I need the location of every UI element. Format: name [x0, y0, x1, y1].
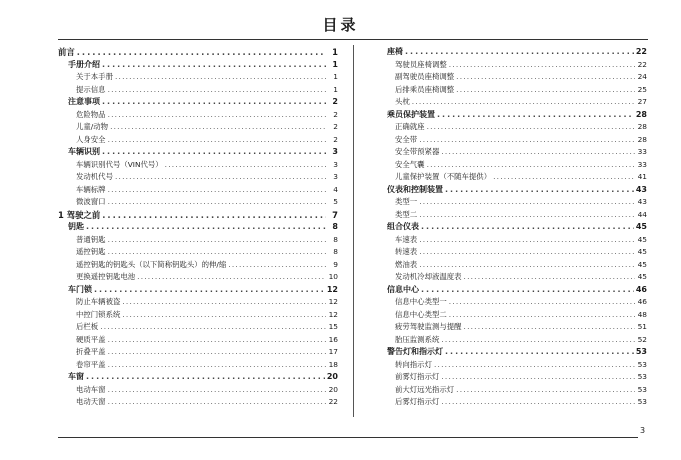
toc-entry-page: 1 [333, 84, 338, 94]
dot-leader [412, 96, 635, 109]
toc-entry-page: 45 [637, 272, 647, 281]
toc-entry-title: 硬质平盖 [76, 334, 106, 344]
dot-leader [464, 271, 635, 284]
toc-entry[interactable] [58, 396, 338, 409]
toc-entry-page: 43 [637, 197, 647, 206]
toc-entry-title: 乘员保护装置 [387, 109, 435, 119]
toc-entry-title: 驾驶员座椅调整 [395, 59, 447, 69]
toc-entry[interactable] [58, 371, 338, 384]
toc-entry-page: 53 [635, 347, 647, 356]
toc-entry-page: 15 [328, 322, 338, 331]
toc-entry-title: 车窗 [68, 372, 84, 381]
toc-entry-title: 发动机代号 [76, 172, 113, 181]
toc-entry-title: 车辆识别 [68, 147, 100, 156]
page-title: 目录 [322, 16, 359, 34]
dot-leader [419, 259, 635, 272]
toc-left-column [58, 46, 338, 409]
toc-entry-page: 20 [328, 384, 338, 394]
column-divider [353, 45, 354, 417]
dot-leader [94, 284, 325, 297]
toc-entry[interactable] [58, 159, 338, 172]
toc-entry-title: 组合仪表 [387, 222, 419, 231]
dot-leader [102, 146, 326, 159]
toc-entry[interactable] [377, 346, 647, 359]
toc-entry[interactable] [58, 321, 338, 334]
dot-leader [427, 121, 635, 134]
toc-entry-page: 2 [332, 97, 338, 106]
dot-leader [108, 359, 326, 372]
dot-leader [108, 84, 326, 97]
toc-entry-title: 类型二 [395, 209, 418, 219]
toc-entry[interactable] [58, 346, 338, 359]
toc-entry-page: 44 [637, 209, 647, 219]
toc-entry-page: 3 [333, 172, 338, 181]
toc-entry[interactable] [58, 46, 338, 59]
toc-entry[interactable] [58, 134, 338, 147]
dot-leader [421, 221, 634, 234]
toc-entry[interactable] [377, 284, 647, 297]
toc-entry[interactable] [377, 309, 647, 322]
toc-entry-page: 17 [328, 347, 338, 356]
toc-entry-page: 12 [328, 297, 338, 306]
toc-entry[interactable] [58, 296, 338, 309]
toc-entry-title: 车速表 [395, 234, 418, 244]
toc-entry-title: 人身安全 [76, 134, 106, 144]
toc-entry-title: 胎压监测系统 [395, 334, 440, 344]
toc-entry-title: 头枕 [395, 97, 410, 106]
toc-entry-page: 51 [637, 322, 647, 331]
dot-leader [165, 159, 326, 172]
toc-entry-title: 前大灯远光指示灯 [395, 384, 455, 394]
toc-entry[interactable] [377, 209, 647, 222]
toc-entry-title: 燃油表 [395, 259, 418, 269]
toc-entry-title: 手册介绍 [68, 59, 100, 69]
toc-entry[interactable] [58, 234, 338, 247]
toc-entry-page: 45 [637, 247, 647, 256]
toc-entry-page: 45 [637, 234, 647, 244]
toc-entry-page: 3 [333, 159, 338, 169]
toc-entry-page: 2 [333, 109, 338, 119]
toc-entry-title: 发动机冷却液温度表 [395, 272, 462, 281]
toc-entry-title: 警告灯和指示灯 [387, 347, 443, 356]
toc-entry[interactable] [58, 209, 338, 222]
dot-leader [445, 184, 634, 197]
toc-entry-title: 儿童/动物 [76, 122, 109, 131]
toc-entry[interactable] [58, 71, 338, 84]
toc-entry-title: 正确就座 [395, 122, 425, 131]
dot-leader [137, 271, 326, 284]
toc-entry[interactable] [58, 309, 338, 322]
toc-entry-title: 1 驾驶之前 [58, 209, 101, 220]
toc-entry-title: 座椅 [387, 47, 403, 56]
dot-leader [122, 296, 326, 309]
toc-entry-title: 后排乘员座椅调整 [395, 84, 455, 94]
dot-leader [102, 209, 326, 222]
toc-entry-title: 车门锁 [68, 284, 92, 294]
toc-entry-page: 33 [637, 147, 647, 156]
toc-entry-page: 8 [333, 234, 338, 244]
toc-entry-title: 信息中心类型一 [395, 297, 447, 306]
dot-leader [228, 259, 326, 272]
dot-leader [445, 346, 634, 359]
dot-leader [427, 159, 635, 172]
toc-entry-title: 安全带 [395, 134, 418, 144]
toc-entry-page: 28 [635, 109, 647, 119]
dot-leader [100, 321, 326, 334]
toc-entry-title: 更换遥控钥匙电池 [76, 272, 136, 281]
toc-entry-title: 钥匙 [68, 222, 84, 231]
toc-entry-title: 注意事项 [68, 97, 100, 106]
toc-entry-title: 电动天窗 [76, 397, 106, 406]
dot-leader [464, 321, 635, 334]
dot-leader [102, 96, 326, 109]
toc-right-column [377, 46, 647, 409]
toc-entry[interactable] [377, 121, 647, 134]
dot-leader [419, 246, 635, 259]
toc-entry[interactable] [377, 71, 647, 84]
top-rule [58, 39, 648, 40]
toc-entry-title: 前雾灯指示灯 [395, 372, 440, 381]
toc-entry-page: 22 [328, 397, 338, 406]
toc-entry[interactable] [58, 384, 338, 397]
toc-entry-page: 28 [637, 122, 647, 131]
dot-leader [108, 184, 326, 197]
dot-leader [77, 46, 326, 59]
toc-entry-title: 卷帘平盖 [76, 359, 106, 369]
toc-entry[interactable] [58, 121, 338, 134]
toc-entry[interactable] [58, 284, 338, 297]
toc-entry-title: 副驾驶员座椅调整 [395, 72, 455, 81]
toc-entry-page: 28 [637, 134, 647, 144]
dot-leader [434, 359, 635, 372]
dot-leader [86, 371, 325, 384]
toc-entry[interactable] [58, 84, 338, 97]
toc-entry-page: 43 [635, 184, 647, 194]
toc-entry[interactable] [377, 259, 647, 272]
toc-entry-page: 3 [332, 147, 338, 156]
toc-entry[interactable] [58, 59, 338, 72]
toc-entry[interactable] [377, 171, 647, 184]
toc-entry-title: 防止车辆被盗 [76, 297, 121, 306]
dot-leader [493, 171, 635, 184]
toc-entry-title: 转向指示灯 [395, 359, 432, 369]
toc-entry-page: 1 [332, 47, 338, 57]
toc-entry-page: 18 [328, 359, 338, 369]
dot-leader [421, 284, 634, 297]
dot-leader [441, 396, 635, 409]
dot-leader [108, 134, 326, 147]
dot-leader [456, 384, 635, 397]
dot-leader [405, 46, 634, 59]
toc-entry-page: 46 [637, 297, 647, 306]
toc-entry[interactable] [377, 371, 647, 384]
toc-entry[interactable] [377, 234, 647, 247]
dot-leader [122, 309, 326, 322]
toc-entry[interactable] [377, 334, 647, 347]
toc-entry-title: 关于本手册 [76, 72, 113, 81]
toc-entry-title: 转速表 [395, 247, 418, 256]
dot-leader [108, 346, 326, 359]
toc-entry-title: 安全气囊 [395, 159, 425, 169]
toc-entry-page: 53 [637, 359, 647, 369]
toc-entry-title: 危险物品 [76, 109, 106, 119]
toc-entry[interactable] [58, 184, 338, 197]
toc-entry[interactable] [377, 359, 647, 372]
dot-leader [419, 134, 635, 147]
toc-entry-title: 信息中心类型二 [395, 309, 447, 319]
toc-entry[interactable] [377, 384, 647, 397]
toc-entry[interactable] [377, 146, 647, 159]
toc-entry-page: 22 [637, 59, 647, 69]
toc-entry-page: 24 [637, 72, 647, 81]
toc-entry[interactable] [58, 96, 338, 109]
toc-entry-page: 16 [328, 334, 338, 344]
toc-entry-title: 车辆标牌 [76, 184, 106, 194]
dot-leader [108, 334, 326, 347]
toc-entry-page: 25 [637, 84, 647, 94]
toc-entry-title: 安全带预紧器 [395, 147, 440, 156]
toc-entry-page: 53 [637, 372, 647, 381]
toc-entry-title: 提示信息 [76, 84, 106, 94]
toc-entry[interactable] [58, 146, 338, 159]
toc-entry[interactable] [377, 321, 647, 334]
dot-leader [449, 59, 635, 72]
toc-entry[interactable] [377, 396, 647, 409]
dot-leader [441, 146, 635, 159]
toc-entry-title: 中控门锁系统 [76, 309, 121, 319]
toc-entry[interactable] [58, 171, 338, 184]
dot-leader [419, 234, 635, 247]
dot-leader [108, 396, 326, 409]
dot-leader [449, 296, 635, 309]
toc-entry-page: 2 [333, 134, 338, 144]
toc-entry[interactable] [58, 109, 338, 122]
toc-entry[interactable] [377, 184, 647, 197]
bottom-rule [58, 437, 638, 438]
dot-leader [419, 196, 635, 209]
dot-leader [419, 209, 635, 222]
toc-entry-page: 8 [333, 247, 338, 256]
toc-entry[interactable] [377, 134, 647, 147]
toc-entry-page: 9 [333, 259, 338, 269]
toc-entry-title: 微波窗口 [76, 197, 106, 206]
toc-entry[interactable] [58, 221, 338, 234]
toc-entry[interactable] [377, 159, 647, 172]
toc-entry[interactable] [377, 246, 647, 259]
toc-entry[interactable] [377, 109, 647, 122]
dot-leader [108, 109, 326, 122]
toc-entry-title: 仪表和控制装置 [387, 184, 443, 194]
page-number: 3 [640, 426, 646, 435]
dot-leader [108, 246, 326, 259]
toc-entry-page: 22 [635, 47, 647, 56]
toc-entry[interactable] [58, 271, 338, 284]
toc-entry-page: 48 [637, 309, 647, 319]
toc-entry-page: 10 [328, 272, 338, 281]
toc-entry-title: 疲劳驾驶监测与提醒 [395, 322, 462, 331]
toc-entry-title: 儿童保护装置（不随车提供） [395, 172, 492, 181]
toc-entry[interactable] [377, 296, 647, 309]
toc-entry[interactable] [377, 271, 647, 284]
dot-leader [115, 171, 326, 184]
toc-entry[interactable] [377, 196, 647, 209]
toc-entry-title: 后雾灯指示灯 [395, 397, 440, 406]
dot-leader [115, 71, 326, 84]
toc-entry[interactable] [58, 334, 338, 347]
toc-entry-page: 1 [333, 72, 338, 81]
toc-entry[interactable] [377, 59, 647, 72]
toc-entry-title: 遥控钥匙的钥匙头（以下简称钥匙头）的伸/缩 [76, 259, 227, 269]
toc-entry[interactable] [377, 96, 647, 109]
toc-entry-page: 53 [637, 384, 647, 394]
toc-entry-page: 45 [637, 259, 647, 269]
toc-entry-title: 类型一 [395, 197, 418, 206]
toc-entry-page: 7 [332, 209, 338, 220]
dot-leader [108, 234, 326, 247]
toc-entry-page: 52 [637, 334, 647, 344]
toc-entry-title: 遥控钥匙 [76, 247, 106, 256]
toc-entry-title: 前言 [58, 47, 75, 57]
toc-entry-page: 1 [332, 59, 338, 69]
toc-entry-page: 20 [326, 372, 338, 381]
dot-leader [86, 221, 326, 234]
toc-entry-page: 53 [637, 397, 647, 406]
toc-entry-page: 41 [637, 172, 647, 181]
dot-leader [441, 334, 635, 347]
dot-leader [110, 121, 326, 134]
toc-entry-page: 12 [326, 284, 338, 294]
toc-entry-title: 信息中心 [387, 284, 419, 294]
dot-leader [456, 84, 635, 97]
dot-leader [449, 309, 635, 322]
toc-entry[interactable] [58, 196, 338, 209]
toc-entry-title: 车辆识别代号（VIN代号） [76, 159, 163, 169]
dot-leader [102, 59, 326, 72]
toc-entry-page: 12 [328, 309, 338, 319]
toc-entry-page: 8 [332, 222, 338, 231]
dot-leader [456, 71, 635, 84]
toc-entry[interactable] [377, 46, 647, 59]
toc-entry[interactable] [377, 221, 647, 234]
toc-entry-title: 折叠平盖 [76, 347, 106, 356]
toc-entry[interactable] [58, 359, 338, 372]
toc-entry[interactable] [377, 84, 647, 97]
toc-entry-page: 45 [635, 222, 647, 231]
toc-entry-page: 5 [333, 197, 338, 206]
toc-entry-title: 后栏板 [76, 322, 99, 331]
toc-entry-page: 27 [637, 97, 647, 106]
toc-entry[interactable] [58, 246, 338, 259]
toc-entry-page: 4 [333, 184, 338, 194]
dot-leader [441, 371, 635, 384]
dot-leader [437, 109, 634, 122]
toc-entry[interactable] [58, 259, 338, 272]
toc-entry-title: 电动车窗 [76, 384, 106, 394]
toc-entry-page: 2 [333, 122, 338, 131]
dot-leader [108, 384, 326, 397]
toc-entry-page: 46 [635, 284, 647, 294]
toc-entry-page: 33 [637, 159, 647, 169]
toc-entry-title: 普通钥匙 [76, 234, 106, 244]
dot-leader [108, 196, 326, 209]
